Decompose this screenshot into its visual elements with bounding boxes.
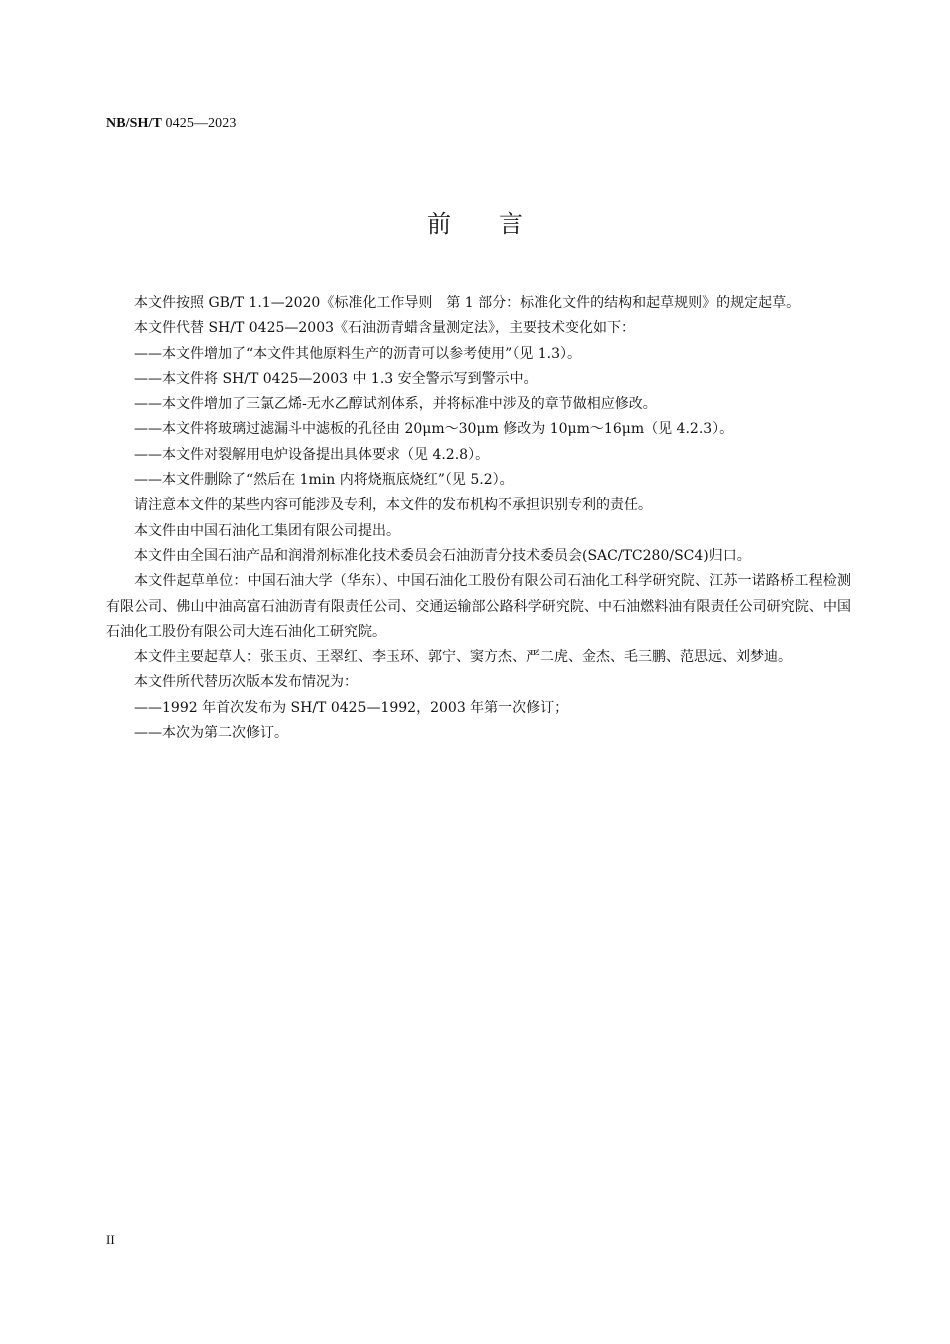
page-title: 前言 xyxy=(427,210,571,238)
change-item: ——本文件增加了三氯乙烯-无水乙醇试剂体系，并将标准中涉及的章节做相应修改。 xyxy=(134,396,657,413)
history-item: ——本次为第二次修订。 xyxy=(134,725,288,742)
foreword-body xyxy=(106,291,851,746)
change-item: ——本文件增加了“本文件其他原料生产的沥青可以参考使用”（见 1.3）。 xyxy=(134,345,582,362)
change-item: ——本文件将玻璃过滤漏斗中滤板的孔径由 20μm～30μm 修改为 10μm～16μm（见 4.2.3）。 xyxy=(134,421,734,438)
page-number: II xyxy=(106,1232,115,1247)
change-item: ——本文件删除了“然后在 1min 内将烧瓶底烧红”（见 5.2）。 xyxy=(134,472,514,489)
history-item: ——1992 年首次发布为 SH/T 0425—1992，2003 年第一次修订； xyxy=(134,699,569,716)
paragraph: 本文件按照 GB/T 1.1—2020《标准化工作导则 第 1 部分：标准化文件的结构和起草规则》的规定起草。 xyxy=(134,295,801,311)
paragraph: 本文件主要起草人：张玉贞、王翠红、李玉环、郭宁、窦方杰、严二虎、金杰、毛三鹏、范思远、刘梦迪。 xyxy=(134,649,792,666)
change-item: ——本文件对裂解用电炉设备提出具体要求（见 4.2.8）。 xyxy=(134,446,490,463)
paragraph: 本文件代替 SH/T 0425—2003《石油沥青蜡含量测定法》，主要技术变化如下： xyxy=(134,320,636,337)
paragraph: 本文件由中国石油化工集团有限公司提出。 xyxy=(134,522,400,539)
document-code-prefix: NB/SH/T xyxy=(106,116,162,131)
document-code-number: 0425—2023 xyxy=(161,116,237,131)
change-item: ——本文件将 SH/T 0425—2003 中 1.3 安全警示写到警示中。 xyxy=(134,370,538,387)
paragraph: 请注意本文件的某些内容可能涉及专利，本文件的发布机构不承担识别专利的责任。 xyxy=(134,497,652,514)
paragraph: 本文件所代替历次版本发布情况为： xyxy=(134,674,358,691)
paragraph: 本文件由全国石油产品和润滑剂标准化技术委员会石油沥青分技术委员会(SAC/TC280/SC4)归口。 xyxy=(134,547,751,564)
document-code xyxy=(106,116,236,132)
paragraph: 本文件起草单位：中国石油大学（华东）、中国石油化工股份有限公司石油化工科学研究院、江苏一诺路桥工程检测有限公司、佛山中油高富石油沥青有限责任公司、交通运输部公路科学研究院、中石油燃料油有限责任公司研究院、中国石油化工股份有限公司大连石油化工研究院。 xyxy=(106,573,851,640)
